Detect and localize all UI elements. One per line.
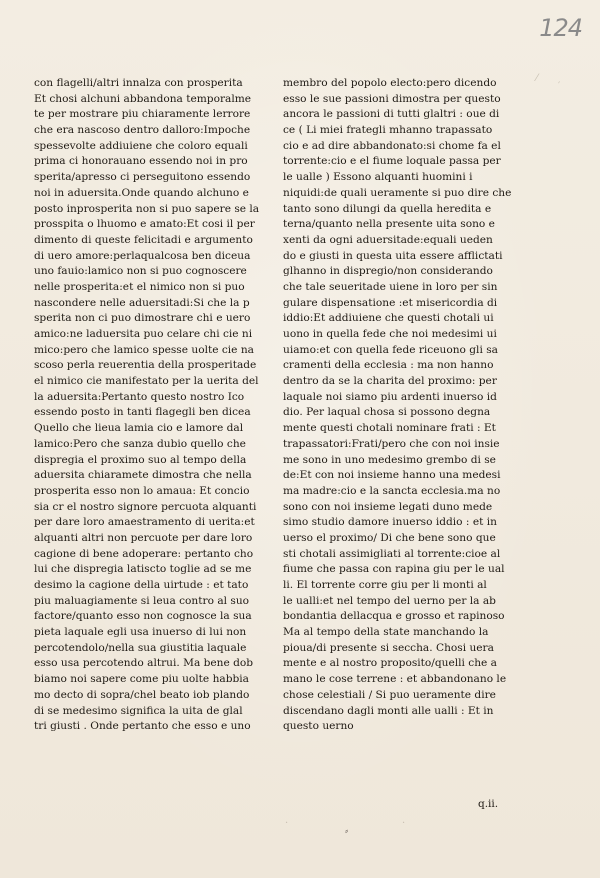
right-text-line: torrente:cio e el fiume loquale passa per — [283, 155, 501, 168]
left-text-line: scoso perla reuerentia della prosperitade — [34, 359, 257, 372]
margin-mark: ′ — [558, 81, 561, 92]
right-text-line: questo uerno — [283, 720, 354, 733]
right-text-line: uono in quella fede che noi medesimi ui — [283, 328, 497, 340]
right-text-line: trapassatori:Frati/pero che con noi insie — [283, 437, 500, 450]
right-text-line: terna/quanto nella presente uita sono e — [283, 218, 495, 231]
right-text-line: ce ( Li miei frategli mhanno trapassato — [283, 124, 493, 137]
right-text-line: de:Et con noi insieme hanno una medesi — [283, 469, 501, 482]
right-text-line: gulare dispensatione :et misericordia di — [283, 296, 498, 309]
right-text-line: laquale noi siamo piu ardenti inuerso id — [283, 390, 497, 403]
right-text-line: le ualle ) Essono alquanti huomini i — [283, 171, 473, 184]
left-text-line: alquanti altri non percuote per dare loro — [34, 531, 253, 544]
right-text-line: pioua/di presente si seccha. Chosi uera — [283, 641, 494, 654]
right-text-line: cramenti della ecclesia : ma non hanno — [283, 359, 494, 372]
left-text-line: dispregia el proximo suo al tempo della — [34, 453, 247, 466]
left-text-line: nelle prosperita:et el nimico non si puo — [34, 280, 245, 293]
left-text-line: dimento di queste felicitadi e argumento — [34, 233, 253, 246]
left-text-line: nascondere nelle aduersitadi:Si che la p — [34, 296, 250, 309]
left-text-line: sperita/apresso ci perseguitono essendo — [34, 171, 251, 184]
right-text-line: dentro da se la charita del proximo: per — [283, 375, 497, 388]
left-text-line: lui che dispregia latiscto toglie ad se me — [34, 563, 252, 576]
right-text-line: ma madre:cio e la sancta ecclesia.ma no — [283, 484, 501, 497]
right-text-line: uerso el proximo/ Di che bene sono que — [283, 531, 496, 544]
left-text-line: cagione di bene adoperare: pertanto cho — [34, 547, 254, 560]
right-text-line: me sono in uno medesimo grembo di se — [283, 453, 496, 466]
left-text-line: uno fauio:lamico non si puo cognoscere — [34, 265, 247, 278]
right-text-line: chose celestiali / Si puo ueramente dire — [283, 688, 496, 701]
bottom-ornament: ⸗ — [345, 826, 349, 837]
right-text-line: mente questi chotali nominare frati : Et — [283, 422, 496, 435]
left-text-line: percotendolo/nella sua giustitia laquale — [34, 641, 247, 654]
right-text-column — [283, 76, 523, 735]
left-text-line: di uero amore:perlaqualcosa ben diceua — [34, 249, 251, 262]
right-text-line: do e giusti in questa uita essere afflictati — [283, 249, 503, 262]
left-text-line: posto inprosperita non si puo sapere se la — [34, 202, 260, 215]
right-text-line: discendano dagli monti alle ualli : Et in — [283, 704, 494, 717]
right-text-line: Ma al tempo della state manchando la — [283, 626, 489, 639]
left-text-line: esso usa percotendo altrui. Ma bene dob — [34, 657, 254, 670]
right-text-line: glhanno in dispregio/non considerando — [283, 265, 493, 278]
left-text-line: mico:pero che lamico spesse uolte cie na — [34, 343, 254, 356]
right-text-line: iddio:Et addiuiene che questi chotali ui — [283, 312, 494, 325]
left-text-line: tri giusti . Onde pertanto che esso e uno — [34, 720, 251, 733]
margin-mark: · — [402, 818, 406, 829]
left-text-line: per dare loro amaestramento di uerita:et — [34, 516, 255, 529]
right-text-line: li. El torrente corre giu per li monti al — [283, 579, 487, 591]
margin-mark: · — [285, 818, 289, 829]
left-text-line: Quello che lieua lamia cio e lamore dal — [34, 422, 244, 435]
right-text-line: sono con noi insieme legati duno mede — [283, 500, 493, 513]
right-text-line: esso le sue passioni dimostra per questo — [283, 92, 501, 105]
folio-number: 124 — [539, 14, 582, 42]
left-text-line: biamo noi sapere come piu uolte habbia — [34, 673, 249, 686]
left-text-line: prosspita o lhuomo e amato:Et cosi il per — [34, 218, 255, 231]
left-text-line: amico:ne laduersita puo celare chi cie ni — [34, 328, 253, 340]
left-text-line: spessevolte addiuiene che coloro equali — [34, 139, 248, 152]
right-text-line: xenti da ogni aduersitade:equali ueden — [283, 233, 493, 246]
signature-mark: q.ii. — [478, 798, 499, 810]
right-text-line: dio. Per laqual chosa si possono degna — [283, 406, 491, 419]
right-text-line: uiamo:et con quella fede riceuono gli sa — [283, 343, 498, 356]
left-text-line: sperita non ci puo dimostrare chi e uero — [34, 312, 251, 325]
left-text-column — [34, 76, 274, 735]
left-text-line: factore/quanto esso non cognosce la sua — [34, 610, 252, 623]
left-text-line: piu maluagiamente si leua contro al suo — [34, 594, 250, 607]
right-text-line: tanto sono dilungi da quella heredita e — [283, 202, 492, 215]
left-text-line: mo decto di sopra/chel beato iob plando — [34, 688, 250, 701]
left-text-line: di se medesimo significa la uita de glal — [34, 704, 243, 717]
left-text-line: prima ci honorauano essendo noi in pro — [34, 155, 248, 168]
left-text-line: Et chosi alchuni abbandona temporalme — [34, 92, 252, 105]
left-text-line: prosperita esso non lo amaua: Et concio — [34, 484, 250, 497]
margin-mark: ⁄ — [536, 73, 538, 84]
right-text-line: sti chotali assimigliati al torrente:cioe al — [283, 547, 501, 560]
left-text-line: sia cr el nostro signore percuota alquanti — [34, 500, 257, 513]
right-text-line: membro del popolo electo:pero dicendo — [283, 77, 497, 89]
right-text-line: fiume che passa con rapina giu per le ual — [283, 563, 505, 576]
left-text-line: con flagelli/altri innalza con prosperita — [34, 77, 243, 89]
right-text-line: simo studio damore inuerso iddio : et in — [283, 516, 497, 529]
left-text-line: pieta laquale egli usa inuerso di lui non — [34, 626, 247, 639]
right-text-line: che tale seueritade uiene in loro per sin — [283, 280, 498, 293]
left-text-line: lamico:Pero che sanza dubio quello che — [34, 437, 246, 450]
right-text-line: mano le cose terrene : et abbandonano le — [283, 673, 507, 686]
left-text-line: el nimico cie manifestato per la uerita del — [34, 375, 259, 388]
right-text-line: bondantia dellacqua e grosso et rapinoso — [283, 610, 505, 623]
left-text-line: la aduersita:Pertanto questo nostro Ico — [34, 390, 245, 403]
left-text-line: te per mostrare piu chiaramente lerrore — [34, 108, 251, 121]
left-text-line: aduersita chiaramete dimostra che nella — [34, 469, 252, 482]
left-text-line: essendo posto in tanti flagegli ben dicea — [34, 406, 251, 419]
right-text-line: cio e ad dire abbandonato:si chome fa el — [283, 139, 501, 152]
left-text-line: desimo la cagione della uirtude : et tato — [34, 579, 249, 591]
right-text-line: ancora le passioni di tutti glaltri : oue di — [283, 108, 500, 121]
right-text-line: niquidi:de quali ueramente si puo dire che — [283, 186, 512, 199]
right-text-line: mente e al nostro proposito/quelli che a — [283, 657, 497, 670]
right-text-line: le ualli:et nel tempo del uerno per la ab — [283, 594, 496, 607]
left-text-line: noi in aduersita.Onde quando alchuno e — [34, 186, 249, 199]
left-text-line: che era nascoso dentro dalloro:Impoche — [34, 124, 251, 137]
